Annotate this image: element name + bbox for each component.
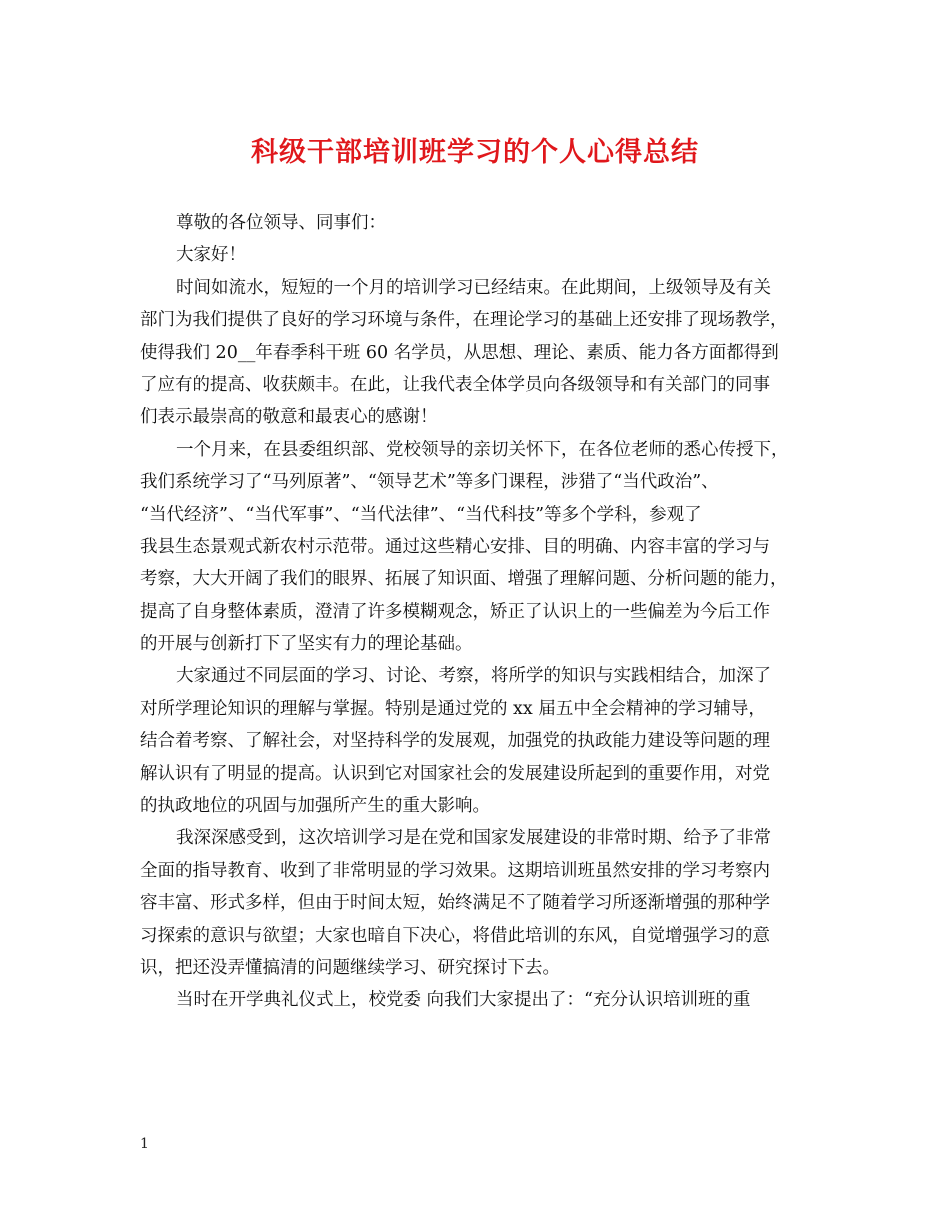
body-line: 识，把还没弄懂搞清的问题继续学习、研究探讨下去。 <box>140 957 560 978</box>
body-line: 部门为我们提供了良好的学习环境与条件，在理论学习的基础上还安排了现场教学， <box>140 310 788 331</box>
body-line: 习探索的意识与欲望；大家也暗自下决心，将借此培训的东风，自觉增强学习的意 <box>140 925 770 946</box>
document-title: 科级干部培训班学习的个人心得总结 <box>251 137 699 168</box>
document-body <box>140 207 820 1017</box>
body-line: 对所学理论知识的理解与掌握。特别是通过党的 xx 届五中全会精神的学习辅导， <box>140 698 766 719</box>
page-number: 1 <box>140 1136 149 1152</box>
body-line: 我县生态景观式新农村示范带。通过这些精心安排、目的明确、内容丰富的学习与 <box>140 536 770 557</box>
body-line: 时间如流水，短短的一个月的培训学习已经结束。在此期间，上级领导及有关 <box>176 277 771 298</box>
body-line: 考察，大大开阔了我们的眼界、拓展了知识面、增强了理解问题、分析问题的能力， <box>140 569 788 590</box>
body-line: 使得我们 20__年春季科干班 60 名学员，从思想、理论、素质、能力各方面都得到 <box>140 342 779 363</box>
body-line: 了应有的提高、收获颇丰。在此，让我代表全体学员向各级领导和有关部门的同事 <box>140 374 770 395</box>
body-line: 大家好！ <box>176 245 246 266</box>
body-line: 全面的指导教育、收到了非常明显的学习效果。这期培训班虽然安排的学习考察内 <box>140 860 770 881</box>
body-line: 容丰富、形式多样，但由于时间太短，始终满足不了随着学习所逐渐增强的那种学 <box>140 893 770 914</box>
body-line: 们表示最崇高的敬意和最衷心的感谢！ <box>140 407 438 428</box>
body-line: 的开展与创新打下了坚实有力的理论基础。 <box>140 634 473 655</box>
body-line: 提高了自身整体素质，澄清了许多模糊观念，矫正了认识上的一些偏差为今后工作 <box>140 601 770 622</box>
body-line: 结合着考察、了解社会，对坚持科学的发展观，加强党的执政能力建设等问题的理 <box>140 731 770 752</box>
body-line: 当时在开学典礼仪式上，校党委 向我们大家提出了：“充分认识培训班的重 <box>176 990 751 1011</box>
body-line: 的执政地位的巩固与加强所产生的重大影响。 <box>140 796 490 817</box>
body-line: 尊敬的各位领导、同事们： <box>176 213 386 233</box>
body-line: “当代经济”、“当代军事”、“当代法律”、“当代科技”等多个学科，参观了 <box>140 504 702 525</box>
body-line: 我深深感受到，这次培训学习是在党和国家发展建设的非常时期、给予了非常 <box>176 828 771 849</box>
body-line: 一个月来，在县委组织部、党校领导的亲切关怀下，在各位老师的悉心传授下， <box>176 439 789 460</box>
body-line: 解认识有了明显的提高。认识到它对国家社会的发展建设所起到的重要作用，对党 <box>140 763 770 784</box>
body-line: 大家通过不同层面的学习、讨论、考察，将所学的知识与实践相结合，加深了 <box>176 666 771 687</box>
body-line: 我们系统学习了“马列原著”、“领导艺术”等多门课程，涉猎了“当代政治”、 <box>140 472 719 493</box>
